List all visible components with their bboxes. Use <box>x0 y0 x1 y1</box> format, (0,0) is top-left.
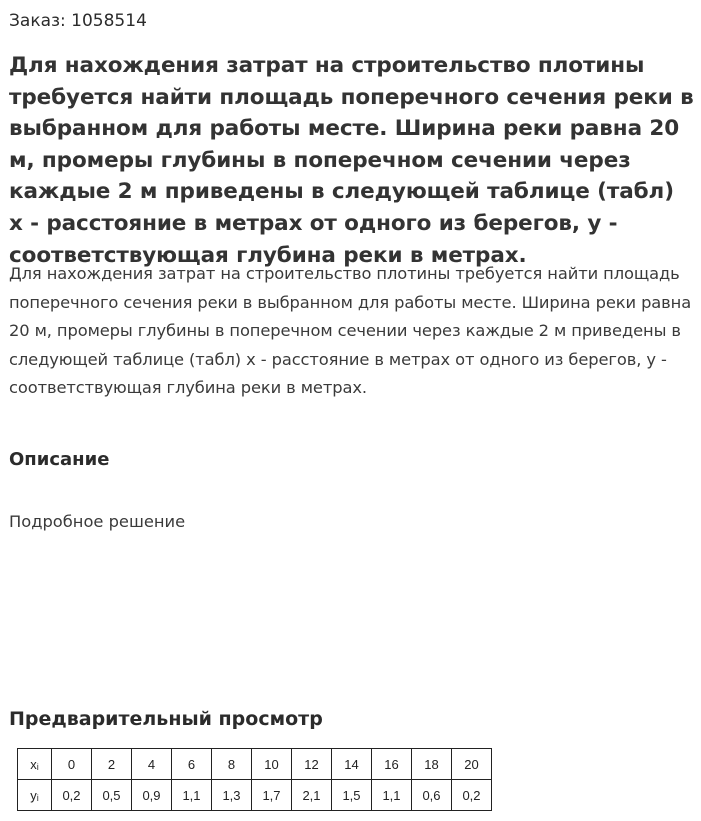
table-cell: 6 <box>172 749 212 780</box>
table-cell: 0,9 <box>132 780 172 811</box>
table-cell: 0 <box>52 749 92 780</box>
task-title: Для нахождения затрат на строительство плотины требуется найти площадь поперечного сечения реки в выбранном для работы месте. Ширина реки равна 20 м, промеры глубины в поперечном сечении через каждые 2 м приведены в следующей таблице (табл) x - расстояние в метрах от одного из берегов, y - соответствующая глубина реки в метрах. <box>9 53 694 268</box>
table-row-header-y: yᵢ <box>18 780 52 811</box>
table-row-y <box>18 780 492 811</box>
preview-data-table <box>17 748 492 811</box>
table-cell: 1,1 <box>372 780 412 811</box>
table-cell: 1,3 <box>212 780 252 811</box>
table-row-header-x: xᵢ <box>18 749 52 780</box>
table-cell: 16 <box>372 749 412 780</box>
table-cell: 1,5 <box>332 780 372 811</box>
table-cell: 12 <box>292 749 332 780</box>
table-cell: 20 <box>452 749 492 780</box>
table-cell: 2 <box>92 749 132 780</box>
table-cell: 0,2 <box>452 780 492 811</box>
table-cell: 14 <box>332 749 372 780</box>
table-cell: 1,1 <box>172 780 212 811</box>
preview-heading: Предварительный просмотр <box>9 708 323 730</box>
table-cell: 2,1 <box>292 780 332 811</box>
table-cell: 1,7 <box>252 780 292 811</box>
table-cell: 18 <box>412 749 452 780</box>
table-cell: 10 <box>252 749 292 780</box>
order-number: Заказ: 1058514 <box>9 11 147 31</box>
table-cell: 8 <box>212 749 252 780</box>
table-cell: 0,5 <box>92 780 132 811</box>
table-row-x <box>18 749 492 780</box>
table-cell: 0,6 <box>412 780 452 811</box>
table-cell: 0,2 <box>52 780 92 811</box>
table-cell: 4 <box>132 749 172 780</box>
description-heading: Описание <box>9 449 110 470</box>
task-body-text: Для нахождения затрат на строительство плотины требуется найти площадь поперечного сечения реки в выбранном для работы месте. Ширина реки равна 20 м, промеры глубины в поперечном сечении через каждые 2 м приведены в следующей таблице (табл) x - расстояние в метрах от одного из берегов, y - соответствующая глубина реки в метрах. <box>9 264 692 398</box>
description-text: Подробное решение <box>9 512 186 531</box>
